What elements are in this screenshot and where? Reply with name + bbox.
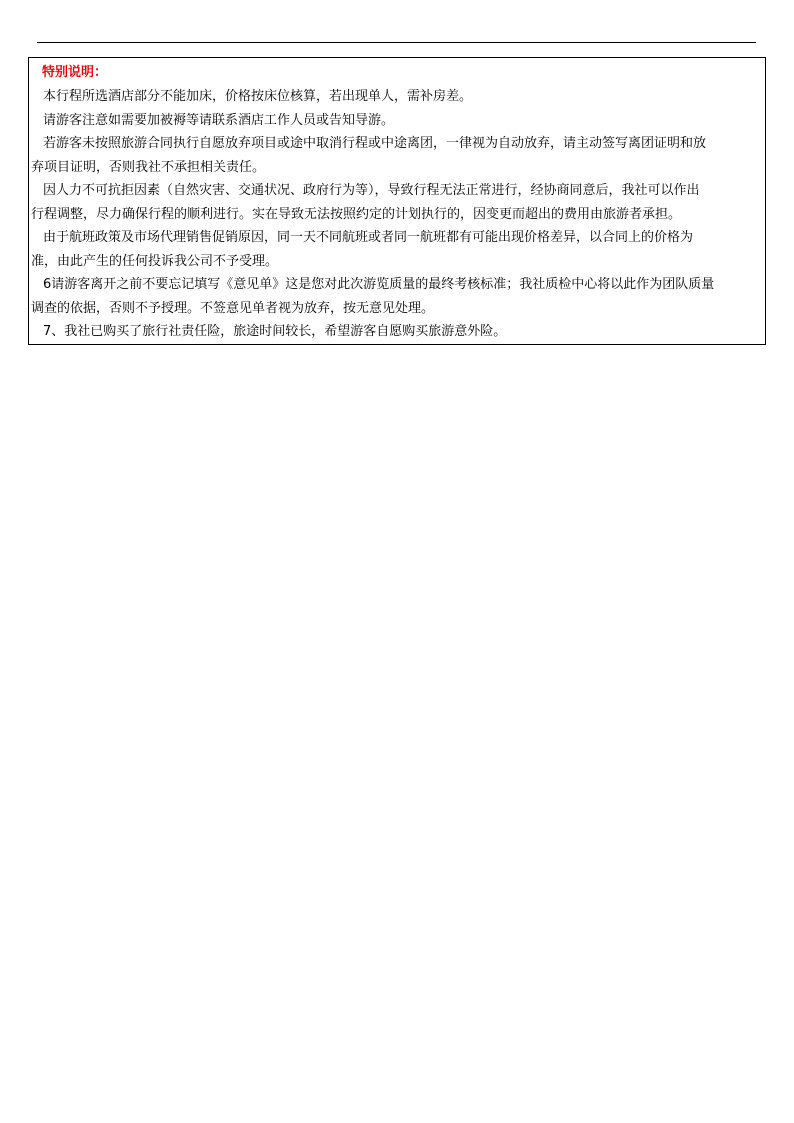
- note-line: 若游客未按照旅游合同执行自愿放弃项目或途中取消行程或中途离团，一律视为自动放弃，请主动签写离团证明和放: [43, 136, 707, 151]
- special-notes-title: 特别说明：: [42, 65, 108, 80]
- note-line: 7、我社已购买了旅行社责任险，旅途时间较长，希望游客自愿购买旅游意外险。: [43, 324, 507, 339]
- special-notes-box: [28, 57, 766, 345]
- note-line: 请游客注意如需要加被褥等请联系酒店工作人员或告知导游。: [43, 112, 395, 128]
- note-line: 弃项目证明，否则我社不承担相关责任。: [31, 159, 266, 175]
- note-line: 调查的依据，否则不予授理。不签意见单者视为放弃，按无意见处理。: [31, 300, 435, 316]
- note-line: 由于航班政策及市场代理销售促销原因，同一天不同航班或者同一航班都有可能出现价格差异，以合同上的价格为: [43, 230, 694, 245]
- note-line: 6请游客离开之前不要忘记填写《意见单》这是您对此次游览质量的最终考核标准；我社质检中心将以此作为团队质量: [43, 277, 715, 292]
- note-line: 因人力不可抗拒因素（自然灾害、交通状况、政府行为等），导致行程无法正常进行，经协商同意后，我社可以作出: [43, 183, 700, 198]
- header-divider: [37, 42, 756, 43]
- special-notes-list: [29, 85, 765, 344]
- note-line: 行程调整，尽力确保行程的顺利进行。实在导致无法按照约定的计划执行的，因变更而超出的费用由旅游者承担。: [31, 206, 682, 222]
- note-line: 准，由此产生的任何投诉我公司不予受理。: [31, 253, 279, 269]
- note-line: 本行程所选酒店部分不能加床，价格按床位核算，若出现单人，需补房差。: [43, 89, 473, 104]
